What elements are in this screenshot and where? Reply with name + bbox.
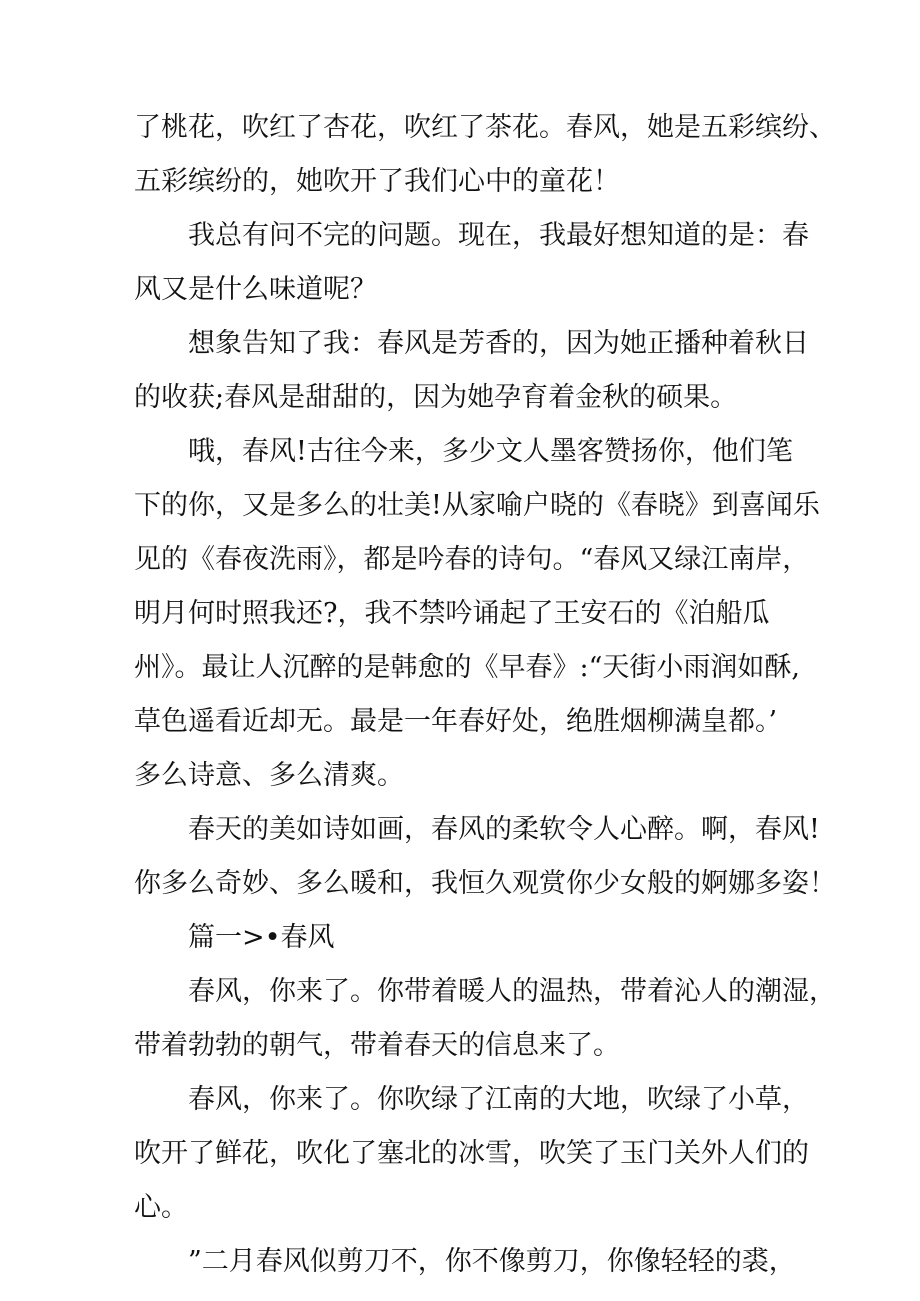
text-line: 州》。最让人沉醉的是韩愈的《早春》:“天街小雨润如酥, — [134, 652, 800, 683]
text-line: 的收获;春风是甜甜的，因为她孕育着金秋的硕果。 — [134, 382, 738, 413]
text-line: 春天的美如诗如画，春风的柔软令人心醉。啊，春风! — [188, 814, 820, 845]
text-line: 我总有问不完的问题。现在，我最好想知道的是：春 — [188, 220, 809, 251]
text-line: 心。 — [134, 1192, 188, 1223]
text-line: 带着勃勃的朝气，带着春天的信息来了。 — [134, 1030, 620, 1061]
text-line: 了桃花，吹红了杏花，吹红了茶花。春风，她是五彩缤纷、 — [134, 112, 836, 143]
text-line: ”二月春风似剪刀不，你不像剪刀，你像轻轻的裘， — [188, 1246, 796, 1277]
text-line: 明月何时照我还?，我不禁吟诵起了王安石的《泊船瓜 — [134, 598, 770, 629]
text-line: 吹开了鲜花，吹化了塞北的冰雪，吹笑了玉门关外人们的 — [134, 1138, 809, 1169]
text-line: 想象告知了我：春风是芳香的，因为她正播种着秋日 — [188, 328, 809, 359]
text-line: 多么诗意、多么清爽。 — [134, 760, 404, 791]
text-line: 哦，春风!古往今来，多少文人墨客赞扬你，他们笔 — [188, 436, 793, 467]
text-line: 下的你，又是多么的壮美!从家喻户晓的《春晓》到喜闻乐 — [134, 490, 820, 521]
text-line: 草色遥看近却无。最是一年春好处，绝胜烟柳满皇都。’ — [134, 706, 778, 737]
text-line: 春风，你来了。你带着暖人的温热，带着沁人的潮湿， — [188, 976, 836, 1007]
text-line: 风又是什么味道呢？ — [134, 274, 377, 305]
section-heading: 篇一>•春风 — [188, 922, 335, 953]
text-line: 春风，你来了。你吹绿了江南的大地，吹绿了小草， — [188, 1084, 809, 1115]
text-line: 见的《春夜洗雨》，都是吟春的诗句。“春风又绿江南岸， — [134, 544, 810, 575]
text-line: 五彩缤纷的，她吹开了我们心中的童花！ — [134, 166, 620, 197]
text-line: 你多么奇妙、多么暖和，我恒久观赏你少女般的婀娜多姿！ — [134, 868, 836, 899]
